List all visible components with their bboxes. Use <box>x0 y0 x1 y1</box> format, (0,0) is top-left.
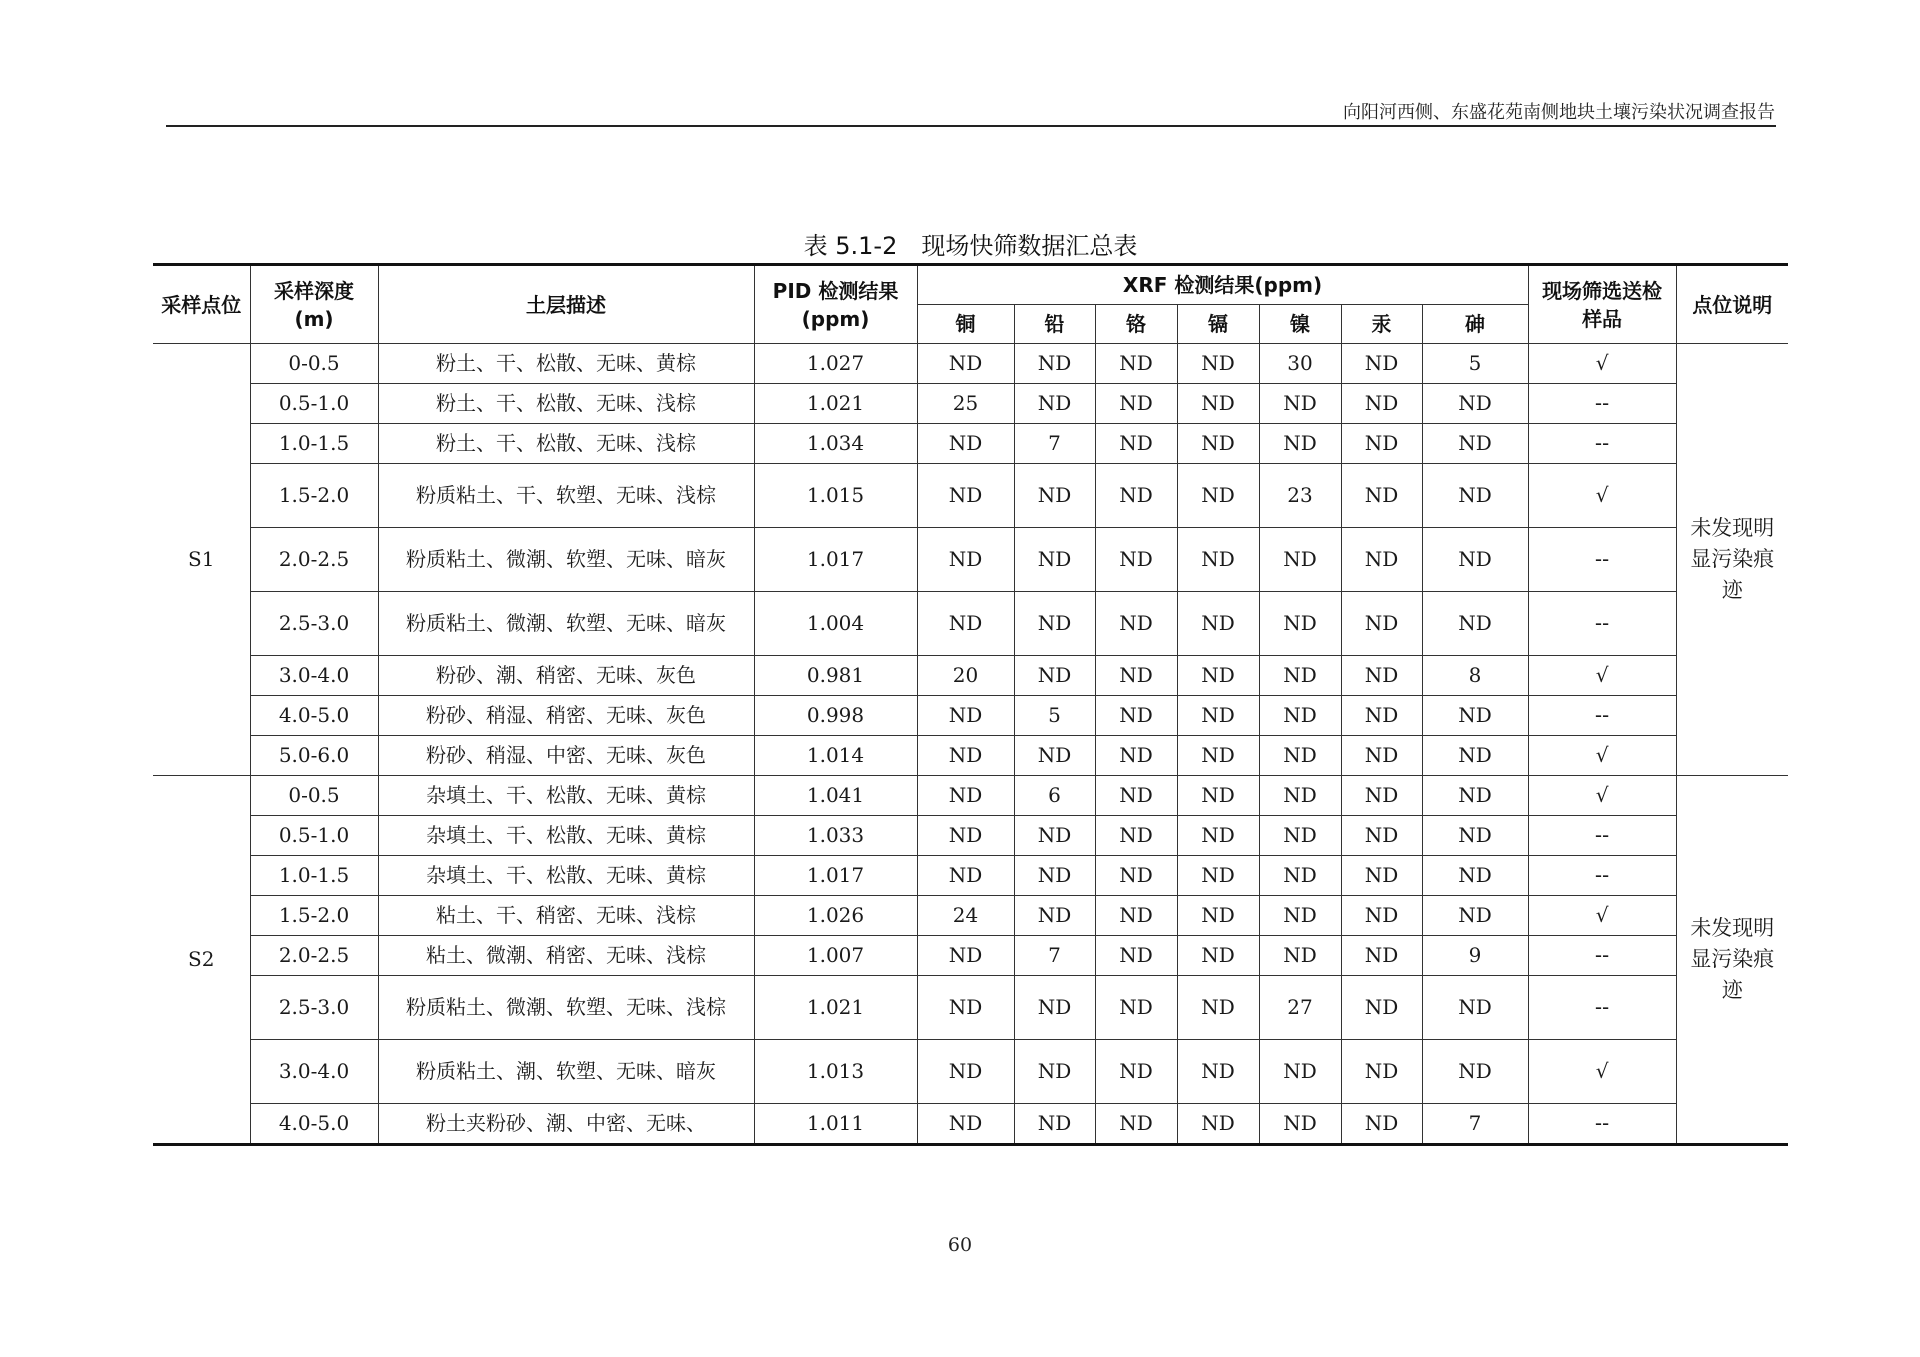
xrf-value-cell: ND <box>1259 856 1341 896</box>
screened-sample-cell: -- <box>1528 816 1676 856</box>
table-row <box>153 384 1788 424</box>
xrf-value-cell: ND <box>1341 592 1422 656</box>
table-row <box>153 424 1788 464</box>
soil-description-cell: 粉土、干、松散、无味、黄棕 <box>378 344 754 384</box>
xrf-value-cell: ND <box>917 424 1014 464</box>
xrf-value-cell: ND <box>1422 736 1528 776</box>
depth-cell: 4.0-5.0 <box>250 1104 378 1145</box>
xrf-value-cell: ND <box>1341 656 1422 696</box>
xrf-value-cell: ND <box>1422 816 1528 856</box>
pid-value-cell: 1.034 <box>754 424 917 464</box>
xrf-value-cell: ND <box>917 856 1014 896</box>
xrf-value-cell: ND <box>1014 1104 1095 1145</box>
screened-sample-cell: √ <box>1528 464 1676 528</box>
xrf-value-cell: ND <box>1422 464 1528 528</box>
xrf-value-cell: ND <box>1095 464 1177 528</box>
table-row <box>153 1104 1788 1145</box>
xrf-value-cell: 6 <box>1014 776 1095 816</box>
depth-cell: 2.5-3.0 <box>250 976 378 1040</box>
table-row <box>153 696 1788 736</box>
xrf-value-cell: ND <box>1259 528 1341 592</box>
screened-sample-cell: -- <box>1528 856 1676 896</box>
xrf-value-cell: ND <box>1259 1104 1341 1145</box>
pid-value-cell: 0.981 <box>754 656 917 696</box>
screened-sample-cell: -- <box>1528 936 1676 976</box>
header-rule <box>166 125 1776 127</box>
depth-cell: 0-0.5 <box>250 776 378 816</box>
header-metal: 镍 <box>1259 305 1341 344</box>
depth-cell: 2.0-2.5 <box>250 936 378 976</box>
header-pid-result: PID 检测结果(ppm) <box>754 265 917 344</box>
xrf-value-cell: ND <box>1341 344 1422 384</box>
xrf-value-cell: ND <box>1341 424 1422 464</box>
xrf-value-cell: ND <box>1095 816 1177 856</box>
xrf-value-cell: ND <box>1259 656 1341 696</box>
xrf-value-cell: ND <box>1014 976 1095 1040</box>
xrf-value-cell: ND <box>1014 656 1095 696</box>
soil-description-cell: 粉质粘土、干、软塑、无味、浅棕 <box>378 464 754 528</box>
xrf-value-cell: ND <box>1177 936 1259 976</box>
pid-value-cell: 1.015 <box>754 464 917 528</box>
pid-value-cell: 1.033 <box>754 816 917 856</box>
depth-cell: 1.0-1.5 <box>250 424 378 464</box>
header-soil-description: 土层描述 <box>378 265 754 344</box>
pid-value-cell: 1.027 <box>754 344 917 384</box>
xrf-value-cell: ND <box>917 1040 1014 1104</box>
xrf-value-cell: ND <box>1177 344 1259 384</box>
xrf-value-cell: ND <box>1341 528 1422 592</box>
depth-cell: 3.0-4.0 <box>250 1040 378 1104</box>
screened-sample-cell: √ <box>1528 736 1676 776</box>
pid-value-cell: 1.017 <box>754 856 917 896</box>
xrf-value-cell: 9 <box>1422 936 1528 976</box>
soil-description-cell: 粘土、干、稍密、无味、浅棕 <box>378 896 754 936</box>
xrf-value-cell: ND <box>1341 1104 1422 1145</box>
screened-sample-cell: -- <box>1528 1104 1676 1145</box>
xrf-value-cell: 27 <box>1259 976 1341 1040</box>
xrf-value-cell: ND <box>1095 896 1177 936</box>
xrf-value-cell: ND <box>1177 736 1259 776</box>
xrf-value-cell: ND <box>1177 1104 1259 1145</box>
table-row <box>153 736 1788 776</box>
soil-description-cell: 粉质粘土、微潮、软塑、无味、浅棕 <box>378 976 754 1040</box>
xrf-value-cell: ND <box>1422 776 1528 816</box>
screened-sample-cell: -- <box>1528 528 1676 592</box>
xrf-value-cell: ND <box>1177 896 1259 936</box>
xrf-value-cell: ND <box>1259 776 1341 816</box>
xrf-value-cell: ND <box>1177 384 1259 424</box>
header-screened-sample: 现场筛选送检样品 <box>1528 265 1676 344</box>
xrf-value-cell: ND <box>1095 656 1177 696</box>
xrf-value-cell: ND <box>1014 384 1095 424</box>
xrf-value-cell: ND <box>1095 1104 1177 1145</box>
screened-sample-cell: -- <box>1528 696 1676 736</box>
xrf-value-cell: ND <box>1177 976 1259 1040</box>
xrf-value-cell: ND <box>1422 1040 1528 1104</box>
xrf-value-cell: ND <box>917 528 1014 592</box>
header-metal: 铬 <box>1095 305 1177 344</box>
xrf-value-cell: ND <box>1095 344 1177 384</box>
xrf-value-cell: ND <box>1177 464 1259 528</box>
xrf-value-cell: 7 <box>1422 1104 1528 1145</box>
xrf-value-cell: ND <box>1422 384 1528 424</box>
xrf-value-cell: 20 <box>917 656 1014 696</box>
pid-value-cell: 1.021 <box>754 384 917 424</box>
screening-data-table <box>153 263 1788 1146</box>
xrf-value-cell: 8 <box>1422 656 1528 696</box>
xrf-value-cell: ND <box>1341 736 1422 776</box>
xrf-value-cell: ND <box>1341 976 1422 1040</box>
xrf-value-cell: ND <box>1095 528 1177 592</box>
xrf-value-cell: ND <box>1341 384 1422 424</box>
soil-description-cell: 粉砂、稍湿、稍密、无味、灰色 <box>378 696 754 736</box>
depth-cell: 0.5-1.0 <box>250 816 378 856</box>
xrf-value-cell: ND <box>1014 344 1095 384</box>
xrf-value-cell: ND <box>1095 736 1177 776</box>
xrf-value-cell: ND <box>1259 384 1341 424</box>
xrf-value-cell: ND <box>1259 936 1341 976</box>
running-header: 向阳河西侧、东盛花苑南侧地块土壤污染状况调查报告 <box>1343 102 1775 123</box>
xrf-value-cell: ND <box>1422 896 1528 936</box>
table-row <box>153 816 1788 856</box>
xrf-value-cell: ND <box>917 816 1014 856</box>
header-row <box>153 265 1788 305</box>
header-xrf-result: XRF 检测结果(ppm) <box>917 265 1528 305</box>
xrf-value-cell: ND <box>1095 976 1177 1040</box>
pid-value-cell: 1.011 <box>754 1104 917 1145</box>
xrf-value-cell: ND <box>917 736 1014 776</box>
xrf-value-cell: ND <box>1014 528 1095 592</box>
table-row <box>153 528 1788 592</box>
xrf-value-cell: ND <box>1422 592 1528 656</box>
table-row <box>153 856 1788 896</box>
screened-sample-cell: √ <box>1528 656 1676 696</box>
header-metal: 汞 <box>1341 305 1422 344</box>
screened-sample-cell: √ <box>1528 776 1676 816</box>
table-row <box>153 344 1788 384</box>
xrf-value-cell: ND <box>917 776 1014 816</box>
depth-cell: 1.0-1.5 <box>250 856 378 896</box>
depth-cell: 5.0-6.0 <box>250 736 378 776</box>
xrf-value-cell: ND <box>1341 816 1422 856</box>
xrf-value-cell: ND <box>1177 656 1259 696</box>
point-remark-cell: 未发现明显污染痕迹 <box>1676 344 1788 776</box>
screened-sample-cell: -- <box>1528 592 1676 656</box>
xrf-value-cell: ND <box>1177 1040 1259 1104</box>
header-metal: 镉 <box>1177 305 1259 344</box>
xrf-value-cell: ND <box>1095 776 1177 816</box>
soil-description-cell: 粉土、干、松散、无味、浅棕 <box>378 384 754 424</box>
xrf-value-cell: ND <box>1014 1040 1095 1104</box>
pid-value-cell: 1.026 <box>754 896 917 936</box>
xrf-value-cell: 5 <box>1014 696 1095 736</box>
table-row <box>153 776 1788 816</box>
header-sampling-point: 采样点位 <box>153 265 250 344</box>
depth-cell: 1.5-2.0 <box>250 896 378 936</box>
xrf-value-cell: ND <box>1095 424 1177 464</box>
xrf-value-cell: ND <box>917 592 1014 656</box>
sampling-point-cell: S1 <box>153 344 250 776</box>
xrf-value-cell: ND <box>1259 696 1341 736</box>
screened-sample-cell: √ <box>1528 344 1676 384</box>
table-row <box>153 896 1788 936</box>
xrf-value-cell: 23 <box>1259 464 1341 528</box>
soil-description-cell: 粉砂、潮、稍密、无味、灰色 <box>378 656 754 696</box>
xrf-value-cell: 7 <box>1014 936 1095 976</box>
soil-description-cell: 杂填土、干、松散、无味、黄棕 <box>378 816 754 856</box>
xrf-value-cell: ND <box>1341 896 1422 936</box>
xrf-value-cell: ND <box>1259 816 1341 856</box>
table-body <box>153 344 1788 1145</box>
header-sampling-depth: 采样深度(m) <box>250 265 378 344</box>
header-point-remark: 点位说明 <box>1676 265 1788 344</box>
xrf-value-cell: ND <box>1095 856 1177 896</box>
depth-cell: 4.0-5.0 <box>250 696 378 736</box>
depth-cell: 3.0-4.0 <box>250 656 378 696</box>
table-row <box>153 592 1788 656</box>
soil-description-cell: 粉质粘土、微潮、软塑、无味、暗灰 <box>378 528 754 592</box>
xrf-value-cell: ND <box>1422 424 1528 464</box>
xrf-value-cell: ND <box>1177 856 1259 896</box>
soil-description-cell: 粉质粘土、潮、软塑、无味、暗灰 <box>378 1040 754 1104</box>
xrf-value-cell: ND <box>1014 896 1095 936</box>
depth-cell: 1.5-2.0 <box>250 464 378 528</box>
xrf-value-cell: ND <box>917 1104 1014 1145</box>
xrf-value-cell: ND <box>1014 592 1095 656</box>
xrf-value-cell: ND <box>1177 592 1259 656</box>
xrf-value-cell: ND <box>1014 816 1095 856</box>
xrf-value-cell: ND <box>917 464 1014 528</box>
pid-value-cell: 1.007 <box>754 936 917 976</box>
point-remark-cell: 未发现明显污染痕迹 <box>1676 776 1788 1145</box>
header-metal: 铜 <box>917 305 1014 344</box>
xrf-value-cell: ND <box>1341 856 1422 896</box>
xrf-value-cell: ND <box>1259 896 1341 936</box>
screened-sample-cell: √ <box>1528 896 1676 936</box>
xrf-value-cell: 24 <box>917 896 1014 936</box>
pid-value-cell: 1.041 <box>754 776 917 816</box>
xrf-value-cell: 7 <box>1014 424 1095 464</box>
xrf-value-cell: ND <box>1422 856 1528 896</box>
soil-description-cell: 粉土夹粉砂、潮、中密、无味、 <box>378 1104 754 1145</box>
table-row <box>153 464 1788 528</box>
xrf-value-cell: ND <box>1422 528 1528 592</box>
depth-cell: 2.0-2.5 <box>250 528 378 592</box>
xrf-value-cell: ND <box>1095 384 1177 424</box>
sampling-point-cell: S2 <box>153 776 250 1145</box>
pid-value-cell: 1.013 <box>754 1040 917 1104</box>
table-row <box>153 976 1788 1040</box>
xrf-value-cell: 25 <box>917 384 1014 424</box>
table-row <box>153 656 1788 696</box>
xrf-value-cell: 30 <box>1259 344 1341 384</box>
xrf-value-cell: ND <box>1177 696 1259 736</box>
xrf-value-cell: ND <box>1422 696 1528 736</box>
pid-value-cell: 0.998 <box>754 696 917 736</box>
xrf-value-cell: ND <box>917 344 1014 384</box>
xrf-value-cell: ND <box>1014 464 1095 528</box>
xrf-value-cell: ND <box>1422 976 1528 1040</box>
xrf-value-cell: ND <box>917 696 1014 736</box>
xrf-value-cell: ND <box>1095 592 1177 656</box>
xrf-value-cell: ND <box>1259 592 1341 656</box>
screened-sample-cell: -- <box>1528 384 1676 424</box>
xrf-value-cell: ND <box>1341 936 1422 976</box>
xrf-value-cell: ND <box>1177 424 1259 464</box>
xrf-value-cell: ND <box>1341 776 1422 816</box>
depth-cell: 2.5-3.0 <box>250 592 378 656</box>
xrf-value-cell: ND <box>917 976 1014 1040</box>
pid-value-cell: 1.021 <box>754 976 917 1040</box>
depth-cell: 0.5-1.0 <box>250 384 378 424</box>
pid-value-cell: 1.014 <box>754 736 917 776</box>
screened-sample-cell: -- <box>1528 976 1676 1040</box>
xrf-value-cell: ND <box>1095 1040 1177 1104</box>
xrf-value-cell: ND <box>1259 424 1341 464</box>
header-metal: 砷 <box>1422 305 1528 344</box>
soil-description-cell: 杂填土、干、松散、无味、黄棕 <box>378 776 754 816</box>
soil-description-cell: 粉质粘土、微潮、软塑、无味、暗灰 <box>378 592 754 656</box>
xrf-value-cell: ND <box>1259 1040 1341 1104</box>
table-caption: 表 5.1-2 现场快筛数据汇总表 <box>803 232 1138 260</box>
xrf-value-cell: ND <box>917 936 1014 976</box>
xrf-value-cell: ND <box>1341 1040 1422 1104</box>
soil-description-cell: 杂填土、干、松散、无味、黄棕 <box>378 856 754 896</box>
pid-value-cell: 1.017 <box>754 528 917 592</box>
xrf-value-cell: ND <box>1095 696 1177 736</box>
table-row <box>153 1040 1788 1104</box>
xrf-value-cell: ND <box>1014 736 1095 776</box>
table-row <box>153 936 1788 976</box>
xrf-value-cell: ND <box>1177 776 1259 816</box>
pid-value-cell: 1.004 <box>754 592 917 656</box>
soil-description-cell: 粉土、干、松散、无味、浅棕 <box>378 424 754 464</box>
soil-description-cell: 粘土、微潮、稍密、无味、浅棕 <box>378 936 754 976</box>
xrf-value-cell: ND <box>1341 696 1422 736</box>
page-number: 60 <box>947 1234 973 1256</box>
soil-description-cell: 粉砂、稍湿、中密、无味、灰色 <box>378 736 754 776</box>
xrf-value-cell: ND <box>1259 736 1341 776</box>
xrf-value-cell: ND <box>1014 856 1095 896</box>
depth-cell: 0-0.5 <box>250 344 378 384</box>
xrf-value-cell: 5 <box>1422 344 1528 384</box>
screened-sample-cell: √ <box>1528 1040 1676 1104</box>
xrf-value-cell: ND <box>1095 936 1177 976</box>
xrf-value-cell: ND <box>1341 464 1422 528</box>
screened-sample-cell: -- <box>1528 424 1676 464</box>
xrf-value-cell: ND <box>1177 528 1259 592</box>
header-metal: 铅 <box>1014 305 1095 344</box>
xrf-value-cell: ND <box>1177 816 1259 856</box>
